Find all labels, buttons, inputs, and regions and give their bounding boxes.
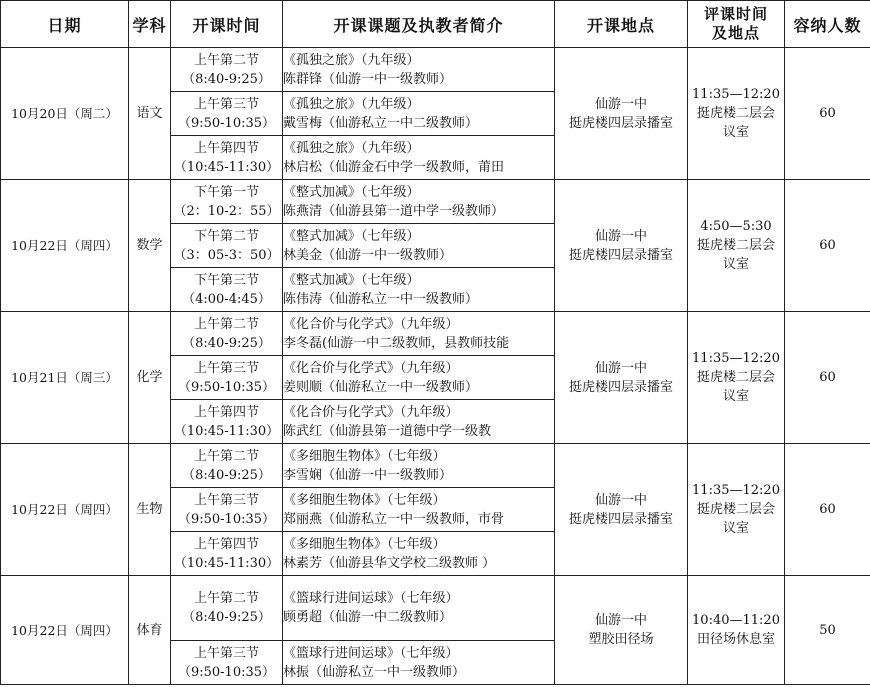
slot-label: 下午第一节 [193, 184, 259, 200]
subject-cell: 化学 [129, 312, 171, 444]
lesson-title: 《整式加减》（七年级） [283, 184, 420, 200]
lesson-title: 《整式加减》（七年级） [283, 272, 420, 288]
capacity-cell: 60 [785, 444, 870, 576]
teacher-info: 戴雪梅（仙游私立一中二级教师） [283, 115, 479, 131]
lesson-title: 《整式加减》（七年级） [283, 228, 420, 244]
table-row [1, 444, 870, 488]
time-cell [171, 48, 283, 92]
review-line3: 议室 [722, 389, 749, 404]
lesson-title: 《化合价与化学式》（九年级） [283, 404, 459, 420]
location-cell [555, 576, 688, 685]
review-line1: 11:35—12:20 [692, 87, 780, 102]
teacher-info: 郑丽燕（仙游私立一中一级教师，市骨 [283, 511, 505, 527]
header-row [1, 1, 870, 48]
header-review [688, 1, 785, 48]
slot-label: 上午第二节 [193, 316, 259, 332]
review-line2: 挺虎楼二层会 [696, 502, 775, 517]
slot-label: 上午第二节 [193, 52, 259, 68]
time-cell [171, 92, 283, 136]
lesson-title: 《多细胞生物体》（七年级） [283, 492, 446, 508]
teacher-info: 李冬磊(仙游一中二级教师，县教师技能 [283, 335, 510, 351]
topic-cell [283, 576, 555, 641]
capacity-cell: 60 [785, 48, 870, 180]
lesson-title: 《孤独之旅》（九年级） [283, 140, 420, 156]
subject-cell: 生物 [129, 444, 171, 576]
topic-cell [283, 444, 555, 488]
lesson-title: 《化合价与化学式》（九年级） [283, 360, 459, 376]
time-range: （9:50-10:35） [177, 511, 276, 527]
slot-label: 上午第三节 [193, 645, 259, 661]
location-line1: 仙游一中 [594, 613, 647, 628]
slot-label: 上午第三节 [193, 360, 259, 376]
header-review-line2: 及地点 [711, 24, 760, 42]
topic-cell [283, 532, 555, 576]
time-cell [171, 532, 283, 576]
header-time: 开课时间 [171, 1, 283, 48]
review-line1: 10:40—11:20 [692, 613, 780, 628]
subject-cell: 体育 [129, 576, 171, 685]
review-line3: 议室 [722, 125, 749, 140]
teacher-info: 陈武红（仙游县第一道德中学一级教 [283, 423, 492, 439]
location-line2: 挺虎楼四层录播室 [568, 247, 673, 263]
time-range: （9:50-10:35） [177, 379, 276, 395]
lesson-title: 《多细胞生物体》（七年级） [283, 448, 446, 464]
topic-cell [283, 48, 555, 92]
location-line2: 塑胶田径场 [588, 632, 654, 647]
slot-label: 下午第二节 [193, 228, 259, 244]
teacher-info: 林素芳（仙游县华文学校二级教师 ） [283, 555, 496, 571]
slot-label: 上午第四节 [193, 536, 259, 552]
review-line3: 议室 [722, 257, 749, 272]
time-range: （4:00-4:45） [182, 291, 271, 307]
topic-cell [283, 92, 555, 136]
time-range: （2：10-2：55） [173, 203, 280, 219]
time-range: （8:40-9:25） [182, 71, 271, 87]
time-cell [171, 180, 283, 224]
location-cell [555, 444, 688, 576]
time-cell [171, 356, 283, 400]
topic-cell [283, 268, 555, 312]
review-cell [688, 576, 785, 685]
slot-label: 上午第二节 [193, 448, 259, 464]
topic-cell [283, 224, 555, 268]
table-row [1, 180, 870, 224]
table-row [1, 312, 870, 356]
time-cell [171, 312, 283, 356]
lesson-title: 《孤独之旅》（九年级） [283, 52, 420, 68]
table-row [1, 48, 870, 92]
date-cell: 10月22日（周四） [1, 180, 129, 312]
location-line2: 挺虎楼四层录播室 [568, 379, 673, 395]
lesson-title: 《化合价与化学式》（九年级） [283, 316, 459, 332]
teacher-info: 李雪娴（仙游一中一级教师） [283, 467, 453, 483]
teacher-info: 林美金（仙游一中一级教师） [283, 247, 453, 263]
topic-cell [283, 136, 555, 180]
review-line2: 挺虎楼二层会 [696, 238, 775, 253]
subject-cell: 语文 [129, 48, 171, 180]
time-range: （8:40-9:25） [182, 610, 271, 625]
header-subject: 学科 [129, 1, 171, 48]
slot-label: 上午第四节 [193, 140, 259, 156]
lesson-title: 《孤独之旅》（九年级） [283, 96, 420, 112]
review-line2: 挺虎楼二层会 [696, 106, 775, 121]
header-topic: 开课课题及执教者简介 [283, 1, 555, 48]
date-cell: 10月22日（周四） [1, 444, 129, 576]
date-cell: 10月22日（周四） [1, 576, 129, 685]
slot-label: 下午第三节 [193, 272, 259, 288]
capacity-cell: 60 [785, 180, 870, 312]
teacher-info: 陈燕清（仙游县第一道中学一级教师） [283, 203, 505, 219]
date-cell: 10月20日（周二） [1, 48, 129, 180]
teacher-info: 顾勇超（仙游一中二级教师） [283, 610, 453, 625]
teacher-info: 林振（仙游私立一中一级教师） [283, 664, 466, 680]
time-cell [171, 224, 283, 268]
time-range: （8:40-9:25） [182, 467, 271, 483]
time-range: （10:45-11:30） [173, 159, 280, 175]
time-range: （9:50-10:35） [177, 664, 276, 680]
review-line1: 11:35—12:20 [692, 483, 780, 498]
time-cell [171, 576, 283, 641]
location-line2: 挺虎楼四层录播室 [568, 511, 673, 527]
review-line3: 议室 [722, 521, 749, 536]
slot-label: 上午第三节 [193, 96, 259, 112]
location-cell [555, 312, 688, 444]
header-review-line1: 评课时间 [703, 5, 768, 23]
time-cell [171, 641, 283, 685]
time-range: （10:45-11:30） [173, 555, 280, 571]
location-line1: 仙游一中 [594, 492, 647, 508]
header-capacity: 容纳人数 [785, 1, 870, 48]
location-cell [555, 180, 688, 312]
review-line2: 田径场休息室 [696, 632, 775, 647]
time-cell [171, 488, 283, 532]
topic-cell [283, 180, 555, 224]
slot-label: 上午第四节 [193, 404, 259, 420]
teacher-info: 陈伟涛（仙游私立一中一级教师） [283, 291, 479, 307]
location-line2: 挺虎楼四层录播室 [568, 115, 673, 131]
location-line1: 仙游一中 [594, 360, 647, 376]
review-cell [688, 180, 785, 312]
teacher-info: 陈群锋（仙游一中一级教师） [283, 71, 453, 87]
time-range: （9:50-10:35） [177, 115, 276, 131]
topic-cell [283, 488, 555, 532]
review-line2: 挺虎楼二层会 [696, 370, 775, 385]
time-cell [171, 444, 283, 488]
date-cell: 10月21日（周三） [1, 312, 129, 444]
review-line1: 4:50—5:30 [700, 219, 772, 234]
time-range: （8:40-9:25） [182, 335, 271, 351]
location-line1: 仙游一中 [594, 96, 647, 112]
review-cell [688, 312, 785, 444]
teacher-info: 姜则顺（仙游私立一中一级教师） [283, 379, 479, 395]
topic-cell [283, 400, 555, 444]
table-row [1, 576, 870, 641]
review-cell [688, 444, 785, 576]
teacher-info: 林启松（仙游金石中学一级教师，莆田 [283, 159, 505, 175]
capacity-cell: 60 [785, 312, 870, 444]
lesson-title: 《篮球行进间运球》（七年级） [283, 591, 459, 606]
slot-label: 上午第二节 [193, 591, 259, 606]
time-cell [171, 268, 283, 312]
location-cell [555, 48, 688, 180]
time-cell [171, 400, 283, 444]
time-cell [171, 136, 283, 180]
review-cell [688, 48, 785, 180]
slot-label: 上午第三节 [193, 492, 259, 508]
lesson-title: 《篮球行进间运球》（七年级） [283, 645, 459, 661]
topic-cell [283, 312, 555, 356]
header-location: 开课地点 [555, 1, 688, 48]
review-line1: 11:35—12:20 [692, 351, 780, 366]
time-range: （10:45-11:30） [173, 423, 280, 439]
location-line1: 仙游一中 [594, 228, 647, 244]
capacity-cell: 50 [785, 576, 870, 685]
lesson-title: 《多细胞生物体》（七年级） [283, 536, 446, 552]
time-range: （3：05-3：50） [173, 247, 280, 263]
subject-cell: 数学 [129, 180, 171, 312]
header-date: 日期 [1, 1, 129, 48]
topic-cell [283, 641, 555, 685]
topic-cell [283, 356, 555, 400]
